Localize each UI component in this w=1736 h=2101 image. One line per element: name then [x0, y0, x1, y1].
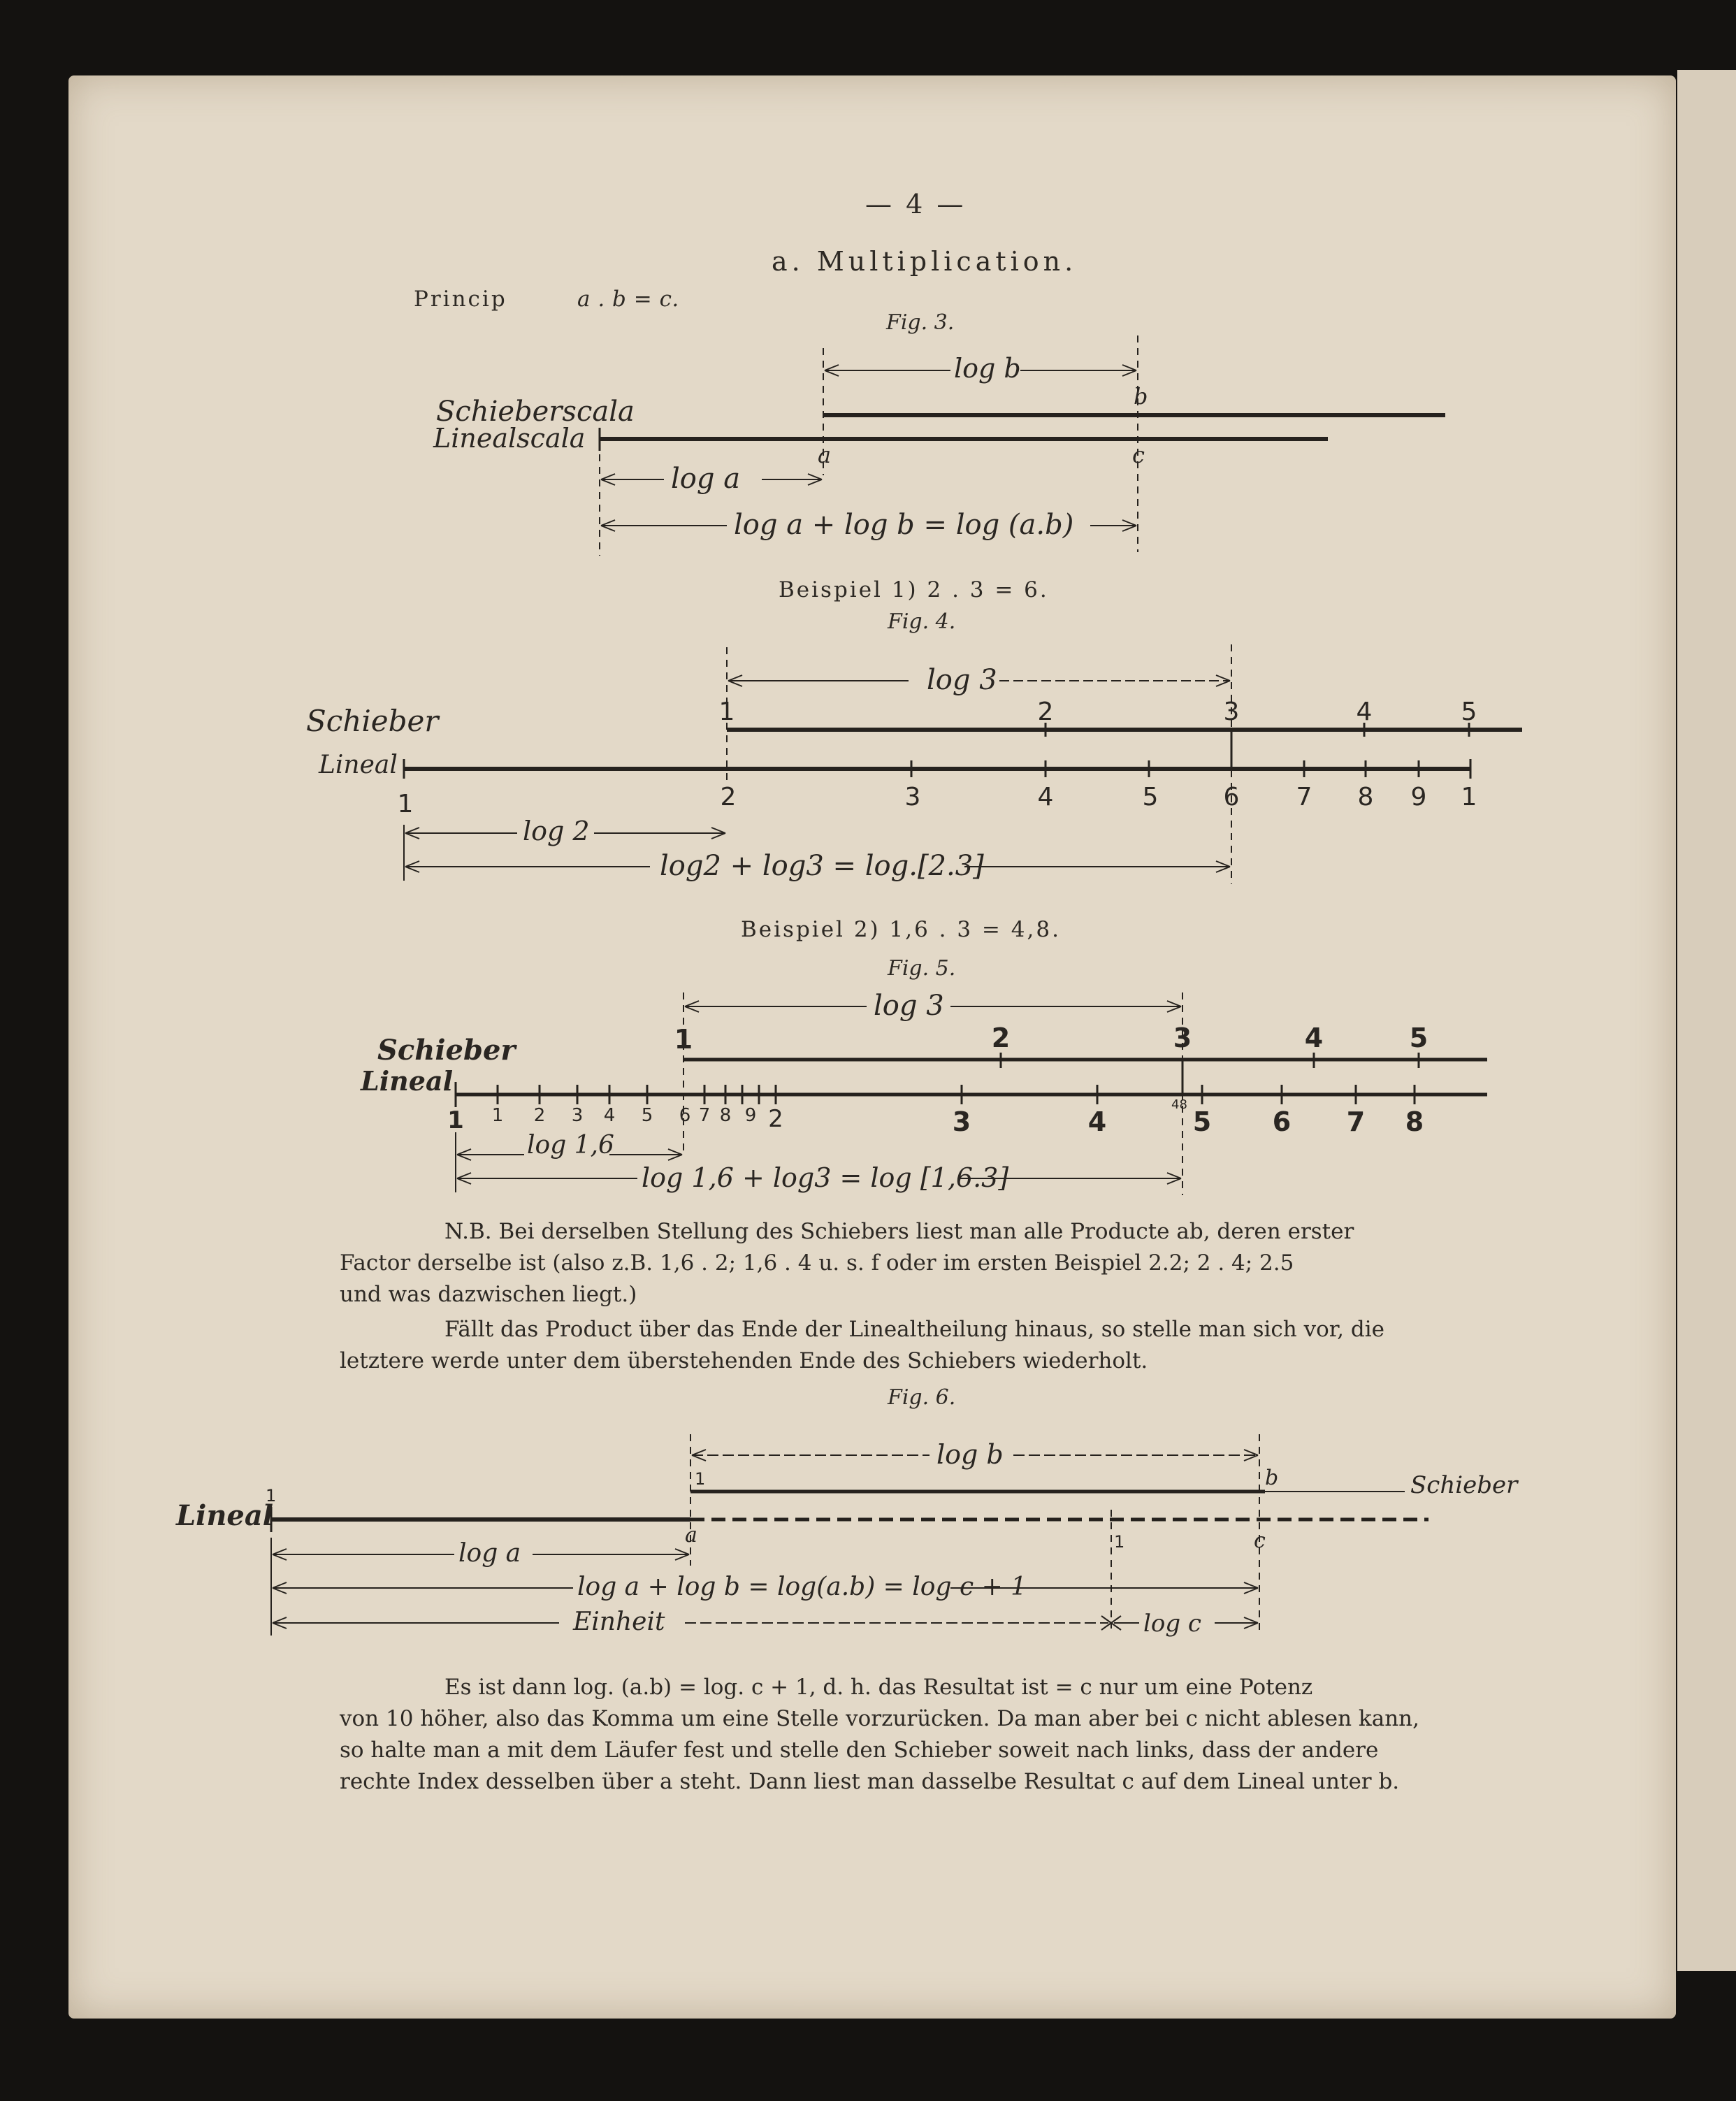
fig4-dim-log2: log 2 [523, 816, 590, 846]
principle-formula: a . b = c. [577, 287, 679, 312]
fig6-dim-unit: Einheit [573, 1608, 665, 1636]
fig6-mark-b: b [1265, 1466, 1279, 1490]
fig5-rule-number: 3 [571, 1105, 584, 1126]
overflow-line: letztere werde unter dem überstehenden Ende des Schiebers wiederholt. [340, 1348, 1148, 1373]
fig4-rule-number: 9 [1410, 783, 1427, 811]
fig3-mark-b: b [1134, 383, 1148, 410]
fig5-rule-number: 7 [1346, 1106, 1366, 1137]
fig5-dim-sum: log 1,6 + log3 = log [1,6.3] [642, 1162, 1009, 1193]
fig4-rule-number: 1 [1461, 783, 1477, 811]
fig5-rule-number: 5 [641, 1105, 653, 1126]
fig5-rule-number: 4 [1087, 1106, 1107, 1137]
fig4-rule-number: 4 [1037, 783, 1054, 811]
fig5-rule-number: 7 [698, 1105, 711, 1126]
fig6-dim-log-c: log c [1143, 1610, 1201, 1638]
fig5-caption: Fig. 5. [888, 956, 956, 981]
fig6-mark-c: c [1254, 1529, 1266, 1553]
fig5-slide-number: 2 [991, 1023, 1011, 1053]
fig4-rule-number: 1 [397, 790, 414, 818]
fig3-mark-c: c [1132, 442, 1145, 468]
final-line: so halte man a mit dem Läufer fest und stelle den Schieber soweit nach links, dass der andere [340, 1738, 1379, 1763]
fig5-slide-number: 3 [1173, 1023, 1192, 1053]
fig6-mark-1-slide: 1 [695, 1469, 706, 1489]
page-number: — 4 — [865, 189, 967, 219]
fig6-mark-1-repeat: 1 [1114, 1532, 1125, 1552]
section-title: a. Multiplication. [772, 246, 1078, 277]
fig5-slide-number: 5 [1409, 1023, 1428, 1053]
final-line: rechte Index desselben über a steht. Dann liest man dasselbe Resultat c auf dem Lineal unter b. [340, 1769, 1400, 1794]
nb-line: und was dazwischen liegt.) [340, 1282, 637, 1307]
fig4-rule-number: 6 [1223, 783, 1240, 811]
fig3-dim-log-a: log a [671, 463, 741, 495]
example2-title: Beispiel 2) 1,6 . 3 = 4,8. [741, 917, 1061, 942]
fig4-rule-number: 2 [720, 783, 737, 811]
nb-line: N.B. Bei derselben Stellung des Schiebers liest man alle Producte ab, deren erster [444, 1219, 1354, 1244]
fig4-rule-number: 8 [1357, 783, 1374, 811]
fig6-dim-log-a: log a [458, 1539, 521, 1568]
fig3-caption: Fig. 3. [886, 310, 955, 335]
fig3-mark-a: a [818, 442, 832, 468]
fig5-label-slide: Schieber [377, 1034, 516, 1067]
fig6-label-rule: Lineal [176, 1499, 273, 1532]
fig5-rule-number: 2 [768, 1105, 783, 1133]
fig4-rule-number: 7 [1296, 783, 1312, 811]
fig4-slide-number: 2 [1037, 698, 1054, 726]
nb-line: Factor derselbe ist (also z.B. 1,6 . 2; 1,6 . 4 u. s. f oder im ersten Beispiel 2.2; 2 . 4; 2.5 [340, 1250, 1294, 1276]
fig5-rule-number: 6 [679, 1105, 691, 1126]
final-line: Es ist dann log. (a.b) = log. c + 1, d. h. das Resultat ist = c nur um eine Potenz [444, 1675, 1313, 1700]
fig4-rule-number: 5 [1142, 783, 1159, 811]
fig5-rule-number: 9 [744, 1105, 757, 1126]
fig5-rule-number: 2 [533, 1105, 546, 1126]
fig5-mark-48: 48 [1171, 1097, 1187, 1112]
fig4-slide-number: 4 [1356, 698, 1373, 726]
final-line: von 10 höher, also das Komma um eine Stelle vorzurücken. Da man aber bei c nicht ablesen kann, [340, 1706, 1419, 1731]
fig6-mark-a: a [685, 1523, 697, 1547]
fig3-label-slide: Schieberscala [436, 396, 635, 428]
fig4-slide-number: 3 [1223, 698, 1240, 726]
fig5-slide-number: 4 [1304, 1023, 1324, 1053]
fig4-dim-log3: log 3 [927, 664, 997, 696]
fig5-rule-number: 4 [603, 1105, 616, 1126]
fig4-slide-number: 5 [1461, 698, 1477, 726]
fig3-dim-log-b: log b [954, 353, 1021, 384]
example1-title: Beispiel 1) 2 . 3 = 6. [779, 577, 1049, 602]
fig5-dim-log3: log 3 [874, 990, 944, 1022]
fig5-rule-number: 1 [491, 1105, 504, 1126]
fig4-rule-number: 3 [904, 783, 921, 811]
fig6-caption: Fig. 6. [888, 1385, 956, 1410]
fig6-label-slide: Schieber [1410, 1471, 1518, 1499]
fig5-rule-number: 8 [1405, 1106, 1424, 1137]
fig5-rule-number: 6 [1272, 1106, 1292, 1137]
fig4-dim-sum: log2 + log3 = log.[2.3] [660, 850, 984, 882]
fig4-label-slide: Schieber [306, 704, 439, 738]
fig5-rule-number: 8 [719, 1105, 732, 1126]
fig4-slide-number: 1 [718, 698, 735, 726]
fig6-dim-log-b: log b [936, 1439, 1004, 1470]
fig5-rule-number: 5 [1192, 1106, 1212, 1137]
fig4-caption: Fig. 4. [888, 609, 956, 634]
final-paragraph [340, 1672, 1514, 1798]
fig3-dim-sum: log a + log b = log (a.b) [734, 509, 1074, 541]
fig6-dim-sum: log a + log b = log(a.b) = log c + 1 [577, 1573, 1027, 1601]
fig5-slide-number: 1 [674, 1024, 693, 1055]
fig5-dim-log16: log 1,6 [527, 1131, 614, 1160]
overflow-line: Fällt das Product über das Ende der Linealtheilung hinaus, so stelle man sich vor, die [444, 1317, 1384, 1342]
fig4-label-rule: Lineal [319, 751, 398, 779]
principle-label: Princip [414, 287, 507, 312]
fig5-rule-number: 1 [447, 1106, 464, 1134]
fig3-label-rule: Linealscala [433, 423, 586, 454]
fig5-label-rule: Lineal [361, 1065, 454, 1097]
fig5-rule-number: 3 [952, 1106, 971, 1137]
fig6-mark-1-left: 1 [266, 1486, 277, 1506]
